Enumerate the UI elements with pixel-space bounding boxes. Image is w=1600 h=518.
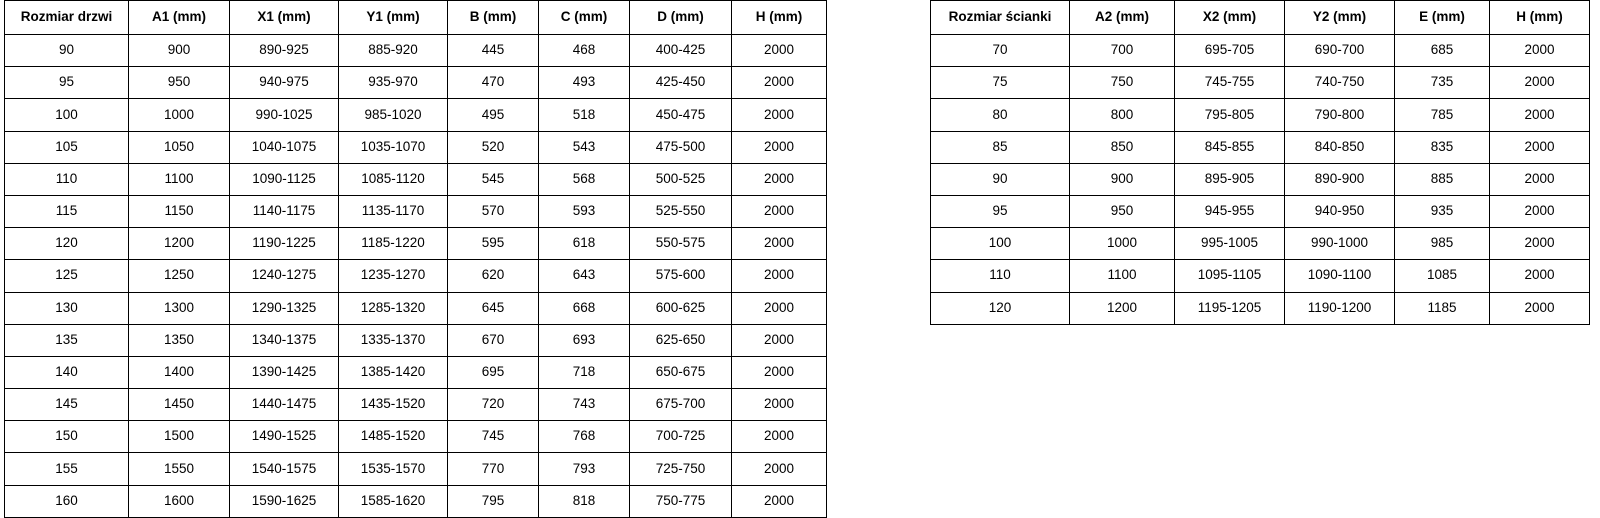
table-row — [5, 131, 827, 163]
table-cell: 935-970 — [339, 67, 448, 99]
table-cell: 600-625 — [630, 292, 732, 324]
table-cell: 2000 — [1490, 228, 1590, 260]
table-cell: 1335-1370 — [339, 324, 448, 356]
column-header: X1 (mm) — [230, 1, 339, 35]
table-cell: 985 — [1395, 228, 1490, 260]
table-cell: 475-500 — [630, 131, 732, 163]
table-cell: 1450 — [129, 389, 230, 421]
column-header: Rozmiar drzwi — [5, 1, 129, 35]
table-cell: 120 — [931, 292, 1070, 324]
table-cell: 80 — [931, 99, 1070, 131]
table-cell: 1535-1570 — [339, 453, 448, 485]
table-cell: 1100 — [129, 163, 230, 195]
table-row — [5, 453, 827, 485]
table-cell: 618 — [539, 228, 630, 260]
table-cell: 1585-1620 — [339, 485, 448, 517]
table-row — [5, 163, 827, 195]
table-cell: 450-475 — [630, 99, 732, 131]
table-cell: 2000 — [1490, 67, 1590, 99]
table-cell: 2000 — [732, 99, 827, 131]
table-row — [5, 35, 827, 67]
table-cell: 743 — [539, 389, 630, 421]
table-cell: 1240-1275 — [230, 260, 339, 292]
table-cell: 940-950 — [1285, 195, 1395, 227]
table-cell: 720 — [448, 389, 539, 421]
table-row — [931, 292, 1590, 324]
table-cell: 2000 — [1490, 131, 1590, 163]
table-cell: 1085 — [1395, 260, 1490, 292]
table-cell: 1040-1075 — [230, 131, 339, 163]
table-cell: 620 — [448, 260, 539, 292]
table-row — [931, 195, 1590, 227]
column-header: Y2 (mm) — [1285, 1, 1395, 35]
table-cell: 1300 — [129, 292, 230, 324]
column-header: X2 (mm) — [1175, 1, 1285, 35]
table-cell: 1490-1525 — [230, 421, 339, 453]
table-cell: 470 — [448, 67, 539, 99]
table-cell: 645 — [448, 292, 539, 324]
table-cell: 1000 — [1070, 228, 1175, 260]
table-cell: 1085-1120 — [339, 163, 448, 195]
table-cell: 468 — [539, 35, 630, 67]
table-cell: 500-525 — [630, 163, 732, 195]
table-row — [931, 99, 1590, 131]
table-row — [931, 131, 1590, 163]
table-cell: 800 — [1070, 99, 1175, 131]
table-cell: 695 — [448, 356, 539, 388]
table-cell: 850 — [1070, 131, 1175, 163]
table-cell: 1250 — [129, 260, 230, 292]
table-row — [931, 163, 1590, 195]
table-cell: 2000 — [732, 356, 827, 388]
table-row — [5, 67, 827, 99]
table-row — [5, 421, 827, 453]
table-cell: 150 — [5, 421, 129, 453]
table-cell: 990-1000 — [1285, 228, 1395, 260]
table-cell: 1185-1220 — [339, 228, 448, 260]
table-cell: 1140-1175 — [230, 195, 339, 227]
table-cell: 95 — [931, 195, 1070, 227]
table-cell: 940-975 — [230, 67, 339, 99]
table-cell: 550-575 — [630, 228, 732, 260]
table-cell: 650-675 — [630, 356, 732, 388]
table-cell: 1135-1170 — [339, 195, 448, 227]
table-cell: 2000 — [1490, 99, 1590, 131]
table-cell: 445 — [448, 35, 539, 67]
column-header: Rozmiar ścianki — [931, 1, 1070, 35]
table-cell: 625-650 — [630, 324, 732, 356]
table-cell: 690-700 — [1285, 35, 1395, 67]
table-cell: 745 — [448, 421, 539, 453]
table-cell: 1000 — [129, 99, 230, 131]
column-header: D (mm) — [630, 1, 732, 35]
table-cell: 985-1020 — [339, 99, 448, 131]
table-cell: 2000 — [732, 485, 827, 517]
table-cell: 835 — [1395, 131, 1490, 163]
table-cell: 95 — [5, 67, 129, 99]
table-cell: 135 — [5, 324, 129, 356]
table-cell: 2000 — [1490, 35, 1590, 67]
table-cell: 1435-1520 — [339, 389, 448, 421]
table-cell: 895-905 — [1175, 163, 1285, 195]
table-cell: 885-920 — [339, 35, 448, 67]
table-row — [5, 260, 827, 292]
table-row — [931, 35, 1590, 67]
table-cell: 518 — [539, 99, 630, 131]
table-cell: 1095-1105 — [1175, 260, 1285, 292]
column-header: H (mm) — [732, 1, 827, 35]
table-cell: 75 — [931, 67, 1070, 99]
table-cell: 160 — [5, 485, 129, 517]
table-cell: 1390-1425 — [230, 356, 339, 388]
table-cell: 400-425 — [630, 35, 732, 67]
table-cell: 2000 — [732, 131, 827, 163]
table-cell: 1185 — [1395, 292, 1490, 324]
table-cell: 545 — [448, 163, 539, 195]
table-cell: 2000 — [1490, 260, 1590, 292]
table-cell: 2000 — [732, 292, 827, 324]
table-cell: 130 — [5, 292, 129, 324]
table-row — [5, 324, 827, 356]
table-cell: 1090-1100 — [1285, 260, 1395, 292]
table-cell: 2000 — [732, 324, 827, 356]
table-cell: 643 — [539, 260, 630, 292]
table-cell: 695-705 — [1175, 35, 1285, 67]
table-cell: 155 — [5, 453, 129, 485]
table-cell: 668 — [539, 292, 630, 324]
table-cell: 1290-1325 — [230, 292, 339, 324]
table-cell: 890-900 — [1285, 163, 1395, 195]
table-cell: 1195-1205 — [1175, 292, 1285, 324]
walls-size-table — [930, 0, 1590, 325]
table-row — [931, 67, 1590, 99]
table-row — [5, 292, 827, 324]
table-cell: 2000 — [732, 421, 827, 453]
table-cell: 790-800 — [1285, 99, 1395, 131]
table-cell: 1150 — [129, 195, 230, 227]
table-cell: 750 — [1070, 67, 1175, 99]
table-cell: 2000 — [1490, 292, 1590, 324]
table-cell: 935 — [1395, 195, 1490, 227]
table-cell: 2000 — [732, 453, 827, 485]
table-row — [931, 228, 1590, 260]
table-cell: 2000 — [732, 228, 827, 260]
table-cell: 1035-1070 — [339, 131, 448, 163]
table-cell: 2000 — [732, 195, 827, 227]
table-cell: 693 — [539, 324, 630, 356]
column-header: H (mm) — [1490, 1, 1590, 35]
table-cell: 1235-1270 — [339, 260, 448, 292]
table-cell: 570 — [448, 195, 539, 227]
table-cell: 520 — [448, 131, 539, 163]
table-cell: 543 — [539, 131, 630, 163]
column-header: C (mm) — [539, 1, 630, 35]
table-cell: 700 — [1070, 35, 1175, 67]
table-cell: 1385-1420 — [339, 356, 448, 388]
table-cell: 2000 — [732, 163, 827, 195]
table-cell: 725-750 — [630, 453, 732, 485]
table-cell: 1440-1475 — [230, 389, 339, 421]
walls-table-body — [931, 35, 1590, 325]
table-cell: 793 — [539, 453, 630, 485]
table-cell: 845-855 — [1175, 131, 1285, 163]
table-cell: 110 — [5, 163, 129, 195]
doors-table-header — [5, 1, 827, 35]
table-cell: 100 — [931, 228, 1070, 260]
table-row — [5, 389, 827, 421]
table-cell: 795 — [448, 485, 539, 517]
table-cell: 1200 — [1070, 292, 1175, 324]
table-cell: 1200 — [129, 228, 230, 260]
table-cell: 1190-1200 — [1285, 292, 1395, 324]
column-header: B (mm) — [448, 1, 539, 35]
table-cell: 493 — [539, 67, 630, 99]
table-cell: 1590-1625 — [230, 485, 339, 517]
table-cell: 1050 — [129, 131, 230, 163]
table-cell: 145 — [5, 389, 129, 421]
table-cell: 1540-1575 — [230, 453, 339, 485]
table-cell: 70 — [931, 35, 1070, 67]
table-cell: 120 — [5, 228, 129, 260]
table-cell: 740-750 — [1285, 67, 1395, 99]
table-cell: 595 — [448, 228, 539, 260]
table-cell: 900 — [129, 35, 230, 67]
column-header: A1 (mm) — [129, 1, 230, 35]
table-cell: 745-755 — [1175, 67, 1285, 99]
table-cell: 1340-1375 — [230, 324, 339, 356]
table-cell: 115 — [5, 195, 129, 227]
table-row — [5, 228, 827, 260]
table-cell: 950 — [129, 67, 230, 99]
table-cell: 85 — [931, 131, 1070, 163]
table-cell: 1485-1520 — [339, 421, 448, 453]
table-cell: 950 — [1070, 195, 1175, 227]
table-cell: 818 — [539, 485, 630, 517]
table-cell: 575-600 — [630, 260, 732, 292]
table-row — [5, 99, 827, 131]
table-cell: 2000 — [732, 35, 827, 67]
table-cell: 1100 — [1070, 260, 1175, 292]
table-cell: 700-725 — [630, 421, 732, 453]
table-cell: 990-1025 — [230, 99, 339, 131]
table-row — [5, 485, 827, 517]
table-cell: 2000 — [732, 67, 827, 99]
table-cell: 735 — [1395, 67, 1490, 99]
table-cell: 1090-1125 — [230, 163, 339, 195]
table-cell: 750-775 — [630, 485, 732, 517]
table-cell: 100 — [5, 99, 129, 131]
doors-size-table-container — [4, 0, 827, 518]
walls-size-table-container — [930, 0, 1590, 325]
table-cell: 90 — [5, 35, 129, 67]
table-cell: 718 — [539, 356, 630, 388]
table-header-row — [5, 1, 827, 35]
table-cell: 685 — [1395, 35, 1490, 67]
table-row — [5, 356, 827, 388]
table-cell: 2000 — [732, 389, 827, 421]
table-cell: 568 — [539, 163, 630, 195]
column-header: Y1 (mm) — [339, 1, 448, 35]
table-cell: 1350 — [129, 324, 230, 356]
table-cell: 768 — [539, 421, 630, 453]
table-cell: 1400 — [129, 356, 230, 388]
table-cell: 675-700 — [630, 389, 732, 421]
table-cell: 795-805 — [1175, 99, 1285, 131]
column-header: E (mm) — [1395, 1, 1490, 35]
column-header: A2 (mm) — [1070, 1, 1175, 35]
table-cell: 890-925 — [230, 35, 339, 67]
table-cell: 110 — [931, 260, 1070, 292]
table-cell: 495 — [448, 99, 539, 131]
table-cell: 1500 — [129, 421, 230, 453]
table-cell: 2000 — [1490, 163, 1590, 195]
table-cell: 995-1005 — [1175, 228, 1285, 260]
doors-size-table — [4, 0, 827, 518]
table-cell: 525-550 — [630, 195, 732, 227]
table-cell: 90 — [931, 163, 1070, 195]
table-cell: 840-850 — [1285, 131, 1395, 163]
table-cell: 105 — [5, 131, 129, 163]
table-cell: 670 — [448, 324, 539, 356]
walls-table-header — [931, 1, 1590, 35]
table-cell: 1190-1225 — [230, 228, 339, 260]
table-cell: 1600 — [129, 485, 230, 517]
table-cell: 2000 — [1490, 195, 1590, 227]
table-cell: 1550 — [129, 453, 230, 485]
table-cell: 140 — [5, 356, 129, 388]
table-cell: 2000 — [732, 260, 827, 292]
table-row — [931, 260, 1590, 292]
table-cell: 885 — [1395, 163, 1490, 195]
doors-table-body — [5, 35, 827, 518]
table-cell: 1285-1320 — [339, 292, 448, 324]
table-cell: 593 — [539, 195, 630, 227]
table-row — [5, 195, 827, 227]
table-header-row — [931, 1, 1590, 35]
table-cell: 125 — [5, 260, 129, 292]
table-cell: 785 — [1395, 99, 1490, 131]
table-cell: 770 — [448, 453, 539, 485]
table-cell: 900 — [1070, 163, 1175, 195]
table-cell: 945-955 — [1175, 195, 1285, 227]
table-cell: 425-450 — [630, 67, 732, 99]
